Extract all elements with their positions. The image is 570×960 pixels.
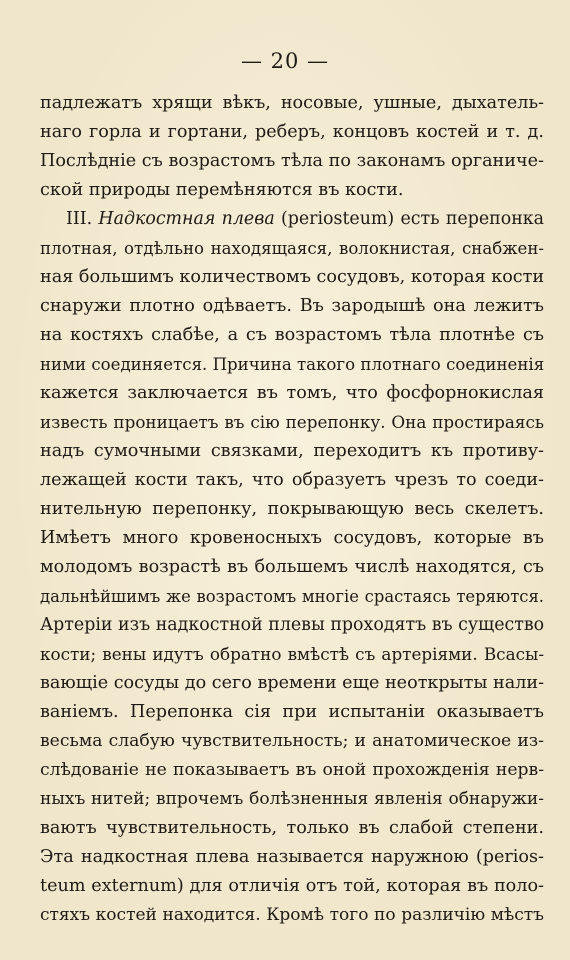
text-line: снаружи плотно одѣваетъ. Въ зародышѣ она лежитъ bbox=[40, 296, 544, 316]
section-number: III. bbox=[66, 209, 93, 229]
text-line: на костяхъ слабѣе, а съ возрастомъ тѣла плотнѣе съ bbox=[40, 325, 544, 345]
text-line: известь проницаетъ въ сію перепонку. Она простираясь bbox=[40, 412, 544, 432]
text-line-rest: (periosteum) есть перепонка bbox=[280, 209, 544, 229]
text-line: весьма слабую чувствительность; и анатомическое из- bbox=[40, 731, 544, 751]
text-line: ской природы перемѣняются въ кости. bbox=[40, 180, 404, 200]
text-line: надъ сумочными связками, переходитъ къ противу- bbox=[40, 441, 544, 461]
section-term: Надкостная плева bbox=[98, 209, 275, 229]
text-line: ваютъ чувствительность, только въ слабой степени. bbox=[40, 818, 544, 838]
text-line: дальнѣйшимъ же возрастомъ многіе срастаясь теряются. bbox=[40, 587, 544, 606]
body-text bbox=[40, 89, 544, 930]
text-line: Артеріи изъ надкостной плевы проходятъ въ существо bbox=[40, 615, 544, 635]
text-line: Эта надкостная плева называется наружною (perios- bbox=[40, 847, 544, 867]
text-line: Имѣетъ много кровеносныхъ сосудовъ, которые въ bbox=[40, 528, 544, 548]
text-line: кажется заключается въ томъ, что фосфорнокислая bbox=[40, 383, 544, 403]
text-line: ваніемъ. Перепонка сія при испытаніи оказываетъ bbox=[40, 702, 544, 722]
text-line: наго горла и гортани, реберъ, концовъ костей и т. д. bbox=[40, 122, 544, 142]
text-line: teum externum) для отличія отъ той, которая въ поло- bbox=[40, 876, 544, 896]
text-line: нительную перепонку, покрывающую весь скелетъ. bbox=[40, 499, 544, 519]
text-line: ныхъ нитей; впрочемъ болѣзненныя явленія обнаружи- bbox=[40, 789, 544, 809]
text-line: Послѣдніе съ возрастомъ тѣла по законамъ органиче- bbox=[40, 151, 544, 171]
section-heading-line bbox=[40, 205, 544, 234]
text-line: кости; вены идутъ обратно вмѣстѣ съ артеріями. Всасы- bbox=[40, 644, 544, 664]
text-line: ними соединяется. Причина такого плотнаго соединенія bbox=[40, 355, 544, 374]
text-line: стяхъ костей находится. Кромѣ того по различію мѣстъ bbox=[40, 905, 544, 925]
page-number: — 20 — bbox=[240, 49, 330, 73]
text-line: падлежатъ хрящи вѣкъ, носовые, ушные, дыхатель- bbox=[40, 93, 544, 113]
text-line: лежащей кости такъ, что образуетъ чрезъ то соеди- bbox=[40, 470, 544, 490]
text-line: ная большимъ количествомъ сосудовъ, которая кости bbox=[40, 267, 544, 287]
text-line: молодомъ возрастѣ въ большемъ числѣ находятся, съ bbox=[40, 557, 544, 577]
text-line: слѣдованіе не показываетъ въ оной прохожденія нерв- bbox=[40, 760, 544, 780]
text-line: плотная, отдѣльно находящаяся, волокнистая, снабжен- bbox=[40, 239, 544, 258]
text-line: вающіе сосуды до сего времени еще неоткрыты нали- bbox=[40, 673, 544, 693]
